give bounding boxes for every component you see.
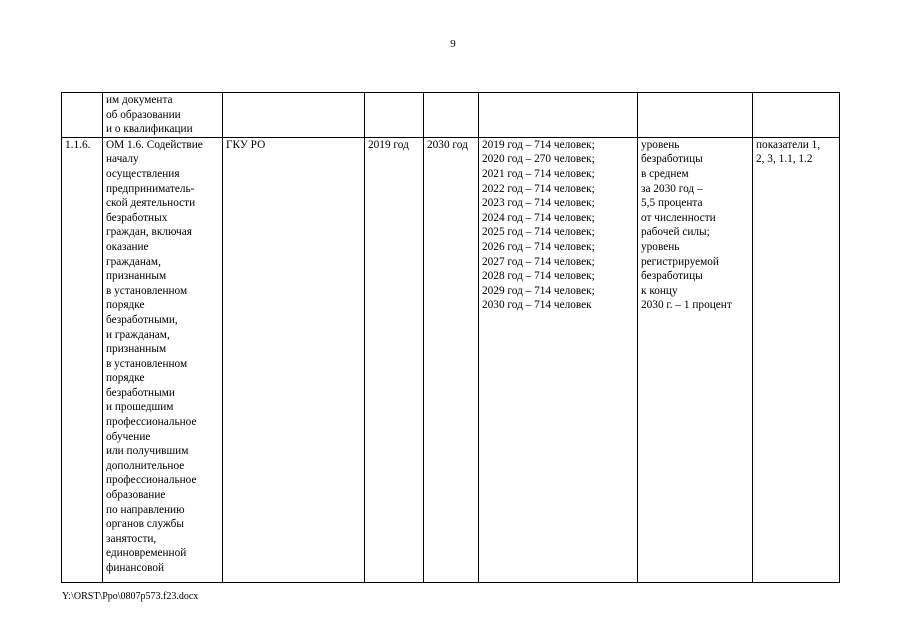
cell-line: и о квалификации: [106, 123, 193, 136]
cell-line: 2027 год – 714 человек;: [482, 255, 595, 268]
cell-line: 2021 год – 714 человек;: [482, 167, 595, 180]
cell-line: признанным: [106, 270, 167, 283]
cell-line: уровень: [641, 138, 680, 151]
cell-line: в установленном: [106, 357, 188, 370]
cell-line: в установленном: [106, 284, 188, 297]
cell-line: показатели 1,: [756, 138, 821, 151]
cell-line: 2023 год – 714 человек;: [482, 197, 595, 210]
cell-line: 2028 год – 714 человек;: [482, 270, 595, 283]
cell-line: началу: [106, 153, 139, 166]
cell-line: уровень: [641, 240, 680, 253]
cell-line: об образовании: [106, 108, 181, 121]
cell-line: финансовой: [106, 562, 165, 574]
cell-line: образование: [106, 489, 166, 502]
table-row-continuation: [62, 93, 840, 138]
cell-event: [103, 137, 223, 582]
cell-line: по направлению: [106, 503, 185, 516]
cell-line: 2024 год – 714 человек;: [482, 211, 595, 224]
cell-line: 2020 год – 270 человек;: [482, 153, 595, 166]
cell-line: безработицы: [641, 270, 703, 283]
cell-line: от численности: [641, 211, 716, 224]
cell-line: порядке: [106, 299, 145, 312]
cell-line: 5,5 процента: [641, 197, 703, 210]
cell-line: в среднем: [641, 167, 689, 180]
cell-line: признанным: [106, 343, 167, 356]
cell-line: или получившим: [106, 445, 189, 458]
cell-line: ОМ 1.6. Содействие: [106, 138, 203, 151]
cell-line: и гражданам,: [106, 328, 170, 341]
cell-line: 2019 год – 714 человек;: [482, 138, 595, 151]
cell-number: 1.1.6.: [62, 137, 103, 582]
cell-volume: [479, 93, 638, 138]
cell-line: 2025 год – 714 человек;: [482, 226, 595, 239]
cell-line: 2022 год – 714 человек;: [482, 182, 595, 195]
cell-line: осуществления: [106, 167, 180, 180]
cell-line: безработными: [106, 386, 175, 399]
cell-line: рабочей силы;: [641, 226, 710, 239]
cell-line: органов службы: [106, 518, 184, 531]
cell-end-year: 2030 год: [424, 137, 479, 582]
cell-indicators: [753, 93, 840, 138]
cell-line: предприниматель-: [106, 182, 195, 195]
cell-line: дополнительное: [106, 459, 185, 472]
cell-line: граждан, включая: [106, 226, 192, 239]
cell-line: оказание: [106, 240, 149, 253]
cell-event: [103, 93, 223, 138]
cell-start-year: 2019 год: [365, 137, 424, 582]
cell-indicators: [753, 137, 840, 582]
cell-line: порядке: [106, 372, 145, 385]
cell-line: 2029 год – 714 человек;: [482, 284, 595, 297]
cell-line: за 2030 год –: [641, 182, 703, 195]
cell-line: 2, 3, 1.1, 1.2: [756, 153, 813, 166]
cell-line: гражданам,: [106, 255, 161, 268]
cell-result: [638, 137, 753, 582]
cell-line: ской деятельности: [106, 197, 196, 210]
cell-line: к концу: [641, 284, 678, 297]
page-number: 9: [450, 38, 456, 50]
cell-line: профессиональное: [106, 474, 197, 487]
cell-line: безработных: [106, 211, 168, 224]
cell-number: [62, 93, 103, 138]
cell-start-year: [365, 93, 424, 138]
cell-line: и прошедшим: [106, 401, 174, 414]
cell-line: 2026 год – 714 человек;: [482, 240, 595, 253]
cell-line: им документа: [106, 94, 173, 106]
cell-line: профессиональное: [106, 416, 197, 429]
cell-line: безработными,: [106, 313, 178, 326]
cell-volume: [479, 137, 638, 582]
cell-line: безработицы: [641, 153, 703, 166]
cell-line: 2030 г. – 1 процент: [641, 299, 732, 312]
table-row-1-1-6: [62, 137, 840, 582]
cell-line: обучение: [106, 430, 151, 443]
footer-file-path: Y:\ORST\Ppo\0807p573.f23.docx: [62, 591, 199, 602]
program-table: [61, 92, 840, 583]
cell-executor: ГКУ РО: [223, 137, 365, 582]
cell-result: [638, 93, 753, 138]
cell-line: 2030 год – 714 человек: [482, 299, 592, 312]
cell-line: единовременной: [106, 547, 187, 560]
cell-end-year: [424, 93, 479, 138]
cell-line: регистрируемой: [641, 255, 719, 268]
cell-line: занятости,: [106, 532, 157, 545]
cell-executor: [223, 93, 365, 138]
